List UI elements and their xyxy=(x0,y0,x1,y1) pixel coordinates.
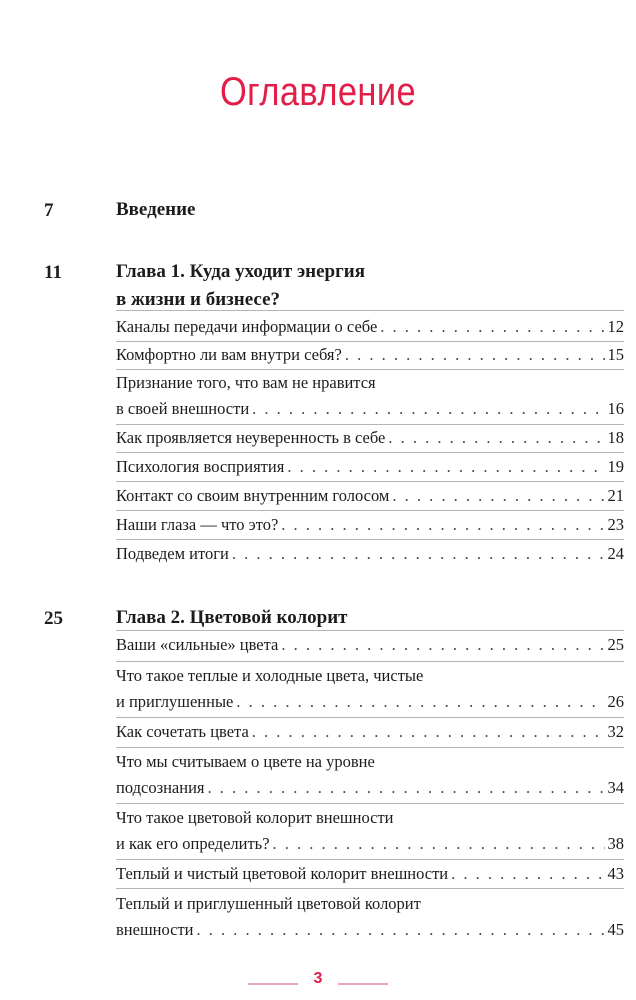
toc-entry[interactable] xyxy=(116,454,624,480)
entry-text: Психология восприятия xyxy=(116,457,285,476)
entry-page: 43 xyxy=(607,864,624,883)
divider xyxy=(116,803,624,804)
chapter1-page-number: 11 xyxy=(44,262,62,283)
toc-entry[interactable] xyxy=(116,541,624,567)
entry-text: Наши глаза — что это? xyxy=(116,515,279,534)
divider xyxy=(116,717,624,718)
chapter1-title-line1: Глава 1. Куда уходит энергия xyxy=(116,261,365,282)
divider xyxy=(116,661,624,662)
chapter2-title[interactable]: Глава 2. Цветовой колорит xyxy=(116,607,348,628)
toc-entry[interactable] xyxy=(116,425,624,451)
divider xyxy=(116,630,624,631)
divider xyxy=(116,888,624,889)
entry-text: Ваши «сильные» цвета xyxy=(116,635,279,654)
entry-text: Контакт со своим внутренним голосом xyxy=(116,486,390,505)
chapter1-title-line2: в жизни и бизнесе? xyxy=(116,289,281,310)
entry-text: Как сочетать цвета xyxy=(116,722,249,741)
entry-page: 23 xyxy=(607,515,624,534)
entry-text: в своей внешности xyxy=(116,399,250,418)
dot-leader xyxy=(236,689,604,715)
dot-leader xyxy=(281,512,604,538)
entry-page: 38 xyxy=(607,834,624,853)
entry-text: Теплый и чистый цветовой колорит внешности xyxy=(116,864,449,883)
entry-page: 16 xyxy=(607,399,624,418)
dot-leader xyxy=(208,775,605,801)
toc-entry[interactable] xyxy=(116,370,624,422)
footer-ornament-right xyxy=(338,983,388,985)
divider xyxy=(116,539,624,540)
entry-text: Подведем итоги xyxy=(116,544,229,563)
entry-text-line1: Теплый и приглушенный цветовой колорит xyxy=(116,894,421,913)
entry-text-line1: Что такое цветовой колорит внешности xyxy=(116,808,394,827)
dot-leader xyxy=(252,396,604,422)
dot-leader xyxy=(388,425,604,451)
entry-page: 45 xyxy=(607,920,624,939)
dot-leader xyxy=(232,541,605,567)
toc-entry[interactable] xyxy=(116,314,624,340)
entry-text: Каналы передачи информации о себе xyxy=(116,317,378,336)
dot-leader xyxy=(287,454,604,480)
toc-entry[interactable] xyxy=(116,719,624,745)
page-title: Оглавление xyxy=(219,70,417,114)
dot-leader xyxy=(281,632,604,658)
entry-page: 19 xyxy=(607,457,624,476)
footer-ornament-left xyxy=(248,983,298,985)
intro-page-number: 7 xyxy=(44,200,54,221)
toc-entry[interactable] xyxy=(116,512,624,538)
toc-entry[interactable] xyxy=(116,483,624,509)
dot-leader xyxy=(252,719,605,745)
toc-entry[interactable] xyxy=(116,891,624,943)
dot-leader xyxy=(451,861,604,887)
toc-entry[interactable] xyxy=(116,749,624,801)
divider xyxy=(116,452,624,453)
toc-entry[interactable] xyxy=(116,663,624,715)
entry-page: 21 xyxy=(607,486,624,505)
dot-leader xyxy=(197,917,605,943)
intro-title[interactable]: Введение xyxy=(116,199,196,220)
entry-page: 34 xyxy=(607,778,624,797)
entry-page: 12 xyxy=(607,317,624,336)
entry-text: подсознания xyxy=(116,778,205,797)
toc-entry[interactable] xyxy=(116,861,624,887)
entry-text-line1: Что мы считываем о цвете на уровне xyxy=(116,752,375,771)
entry-text-line1: Признание того, что вам не нравится xyxy=(116,373,376,392)
dot-leader xyxy=(380,314,604,340)
chapter1-title[interactable] xyxy=(116,258,596,314)
entry-text-line1: Что такое теплые и холодные цвета, чистые xyxy=(116,666,424,685)
divider xyxy=(116,310,624,311)
entry-text: внешности xyxy=(116,920,194,939)
entry-text: Комфортно ли вам внутри себя? xyxy=(116,345,342,364)
divider xyxy=(116,510,624,511)
divider xyxy=(116,747,624,748)
entry-text: и как его определить? xyxy=(116,834,270,853)
chapter2-page-number: 25 xyxy=(44,608,63,629)
divider xyxy=(116,481,624,482)
entry-page: 15 xyxy=(607,345,624,364)
toc-entry[interactable] xyxy=(116,805,624,857)
entry-page: 24 xyxy=(607,544,624,563)
footer-page-number: 3 xyxy=(313,970,323,987)
divider xyxy=(116,859,624,860)
entry-page: 26 xyxy=(607,692,624,711)
toc-entry[interactable] xyxy=(116,342,624,368)
entry-page: 25 xyxy=(607,635,624,654)
toc-entry[interactable] xyxy=(116,632,624,658)
dot-leader xyxy=(345,342,605,368)
dot-leader xyxy=(392,483,604,509)
entry-page: 18 xyxy=(607,428,624,447)
entry-text: и приглушенные xyxy=(116,692,234,711)
entry-text: Как проявляется неуверенность в себе xyxy=(116,428,386,447)
dot-leader xyxy=(273,831,605,857)
entry-page: 32 xyxy=(607,722,624,741)
